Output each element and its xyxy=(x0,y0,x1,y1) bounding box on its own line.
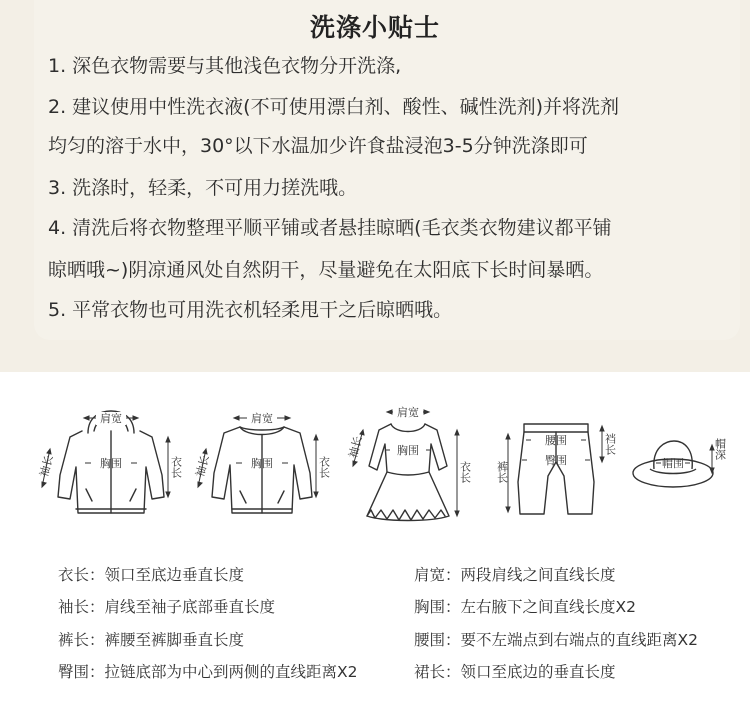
coat-length-label: 衣长 xyxy=(317,456,331,478)
coat-shoulder-label: 肩宽 xyxy=(251,412,273,425)
definition-item xyxy=(414,662,616,682)
dress-length-label: 衣长 xyxy=(458,461,472,483)
tip-line: 4. 清洗后将衣物整理平顺平铺或者悬挂晾晒(毛衣类衣物建议都平铺 xyxy=(48,217,612,239)
definition-item xyxy=(58,662,358,682)
definition-term: 裙长： xyxy=(414,663,461,681)
jacket-length-label: 衣长 xyxy=(169,456,183,478)
pants-measure-figure xyxy=(495,412,617,522)
tip-line: 均匀的溶于水中，30°以下水温加少许食盐浸泡3-5分钟洗涤即可 xyxy=(48,135,588,157)
tip-line: 5. 平常衣物也可用洗衣机轻柔甩干之后晾晒哦。 xyxy=(48,299,453,321)
tips-card xyxy=(34,0,740,340)
tip-line: 晾晒哦~)阴凉通风处自然阴干，尽量避免在太阳底下长时间暴晒。 xyxy=(48,259,604,281)
definition-item xyxy=(58,597,275,617)
definition-item xyxy=(58,565,244,585)
pants-rise-label: 裆长 xyxy=(603,433,617,455)
definition-desc: 肩线至袖子底部垂直长度 xyxy=(104,598,276,616)
definition-desc: 领口至底边的垂直长度 xyxy=(460,663,616,681)
definition-desc: 要不左端点到右端点的直线距离X2 xyxy=(460,631,698,649)
definition-item xyxy=(58,630,244,650)
definition-desc: 拉链底部为中心到两侧的直线距离X2 xyxy=(104,663,358,681)
definition-item xyxy=(414,565,616,585)
hat-circ-label: 帽围 xyxy=(662,457,684,470)
definition-term: 肩宽： xyxy=(414,566,461,584)
definition-item xyxy=(414,630,698,650)
coat-chest-label: 胸围 xyxy=(251,457,273,470)
definition-item xyxy=(414,597,636,617)
jacket-chest-label: 胸围 xyxy=(100,457,122,470)
definition-term: 臀围： xyxy=(58,663,105,681)
coat-sleeve-label: 袖长 xyxy=(193,453,212,479)
definition-term: 腰围： xyxy=(414,631,461,649)
definition-term: 衣长： xyxy=(58,566,105,584)
pants-inseam-label: 裤长 xyxy=(495,461,509,483)
tip-line: 2. 建议使用中性洗衣液(不可使用漂白剂、酸性、碱性洗剂)并将洗剂 xyxy=(48,96,619,118)
jacket-measure-figure xyxy=(37,405,185,525)
tips-title: 洗涤小贴士 xyxy=(309,13,440,42)
definition-term: 袖长： xyxy=(58,598,105,616)
dress-chest-label: 胸围 xyxy=(397,444,419,457)
hat-depth-label: 帽深 xyxy=(713,438,727,460)
dress-shoulder-label: 肩宽 xyxy=(397,406,419,419)
definition-desc: 两段肩线之间直线长度 xyxy=(460,566,616,584)
definition-term: 胸围： xyxy=(414,598,461,616)
jacket-shoulder-label: 肩宽 xyxy=(100,412,122,425)
pants-waist-label: 腰围 xyxy=(545,434,567,447)
dress-sleeve-label: 袖长 xyxy=(346,434,365,460)
definition-term: 裤长： xyxy=(58,631,105,649)
hat-measure-figure xyxy=(628,425,728,505)
definition-desc: 裤腰至裤脚垂直长度 xyxy=(104,631,245,649)
tip-line: 1. 深色衣物需要与其他浅色衣物分开洗涤, xyxy=(48,55,402,77)
definition-desc: 领口至底边垂直长度 xyxy=(104,566,245,584)
tip-line: 3. 洗涤时，轻柔，不可用力搓洗哦。 xyxy=(48,177,358,199)
coat-measure-figure xyxy=(192,405,332,525)
pants-hip-label: 臀围 xyxy=(545,454,567,467)
definition-desc: 左右腋下之间直线长度X2 xyxy=(460,598,636,616)
dress-measure-figure xyxy=(345,400,470,528)
jacket-sleeve-label: 袖长 xyxy=(37,453,56,479)
